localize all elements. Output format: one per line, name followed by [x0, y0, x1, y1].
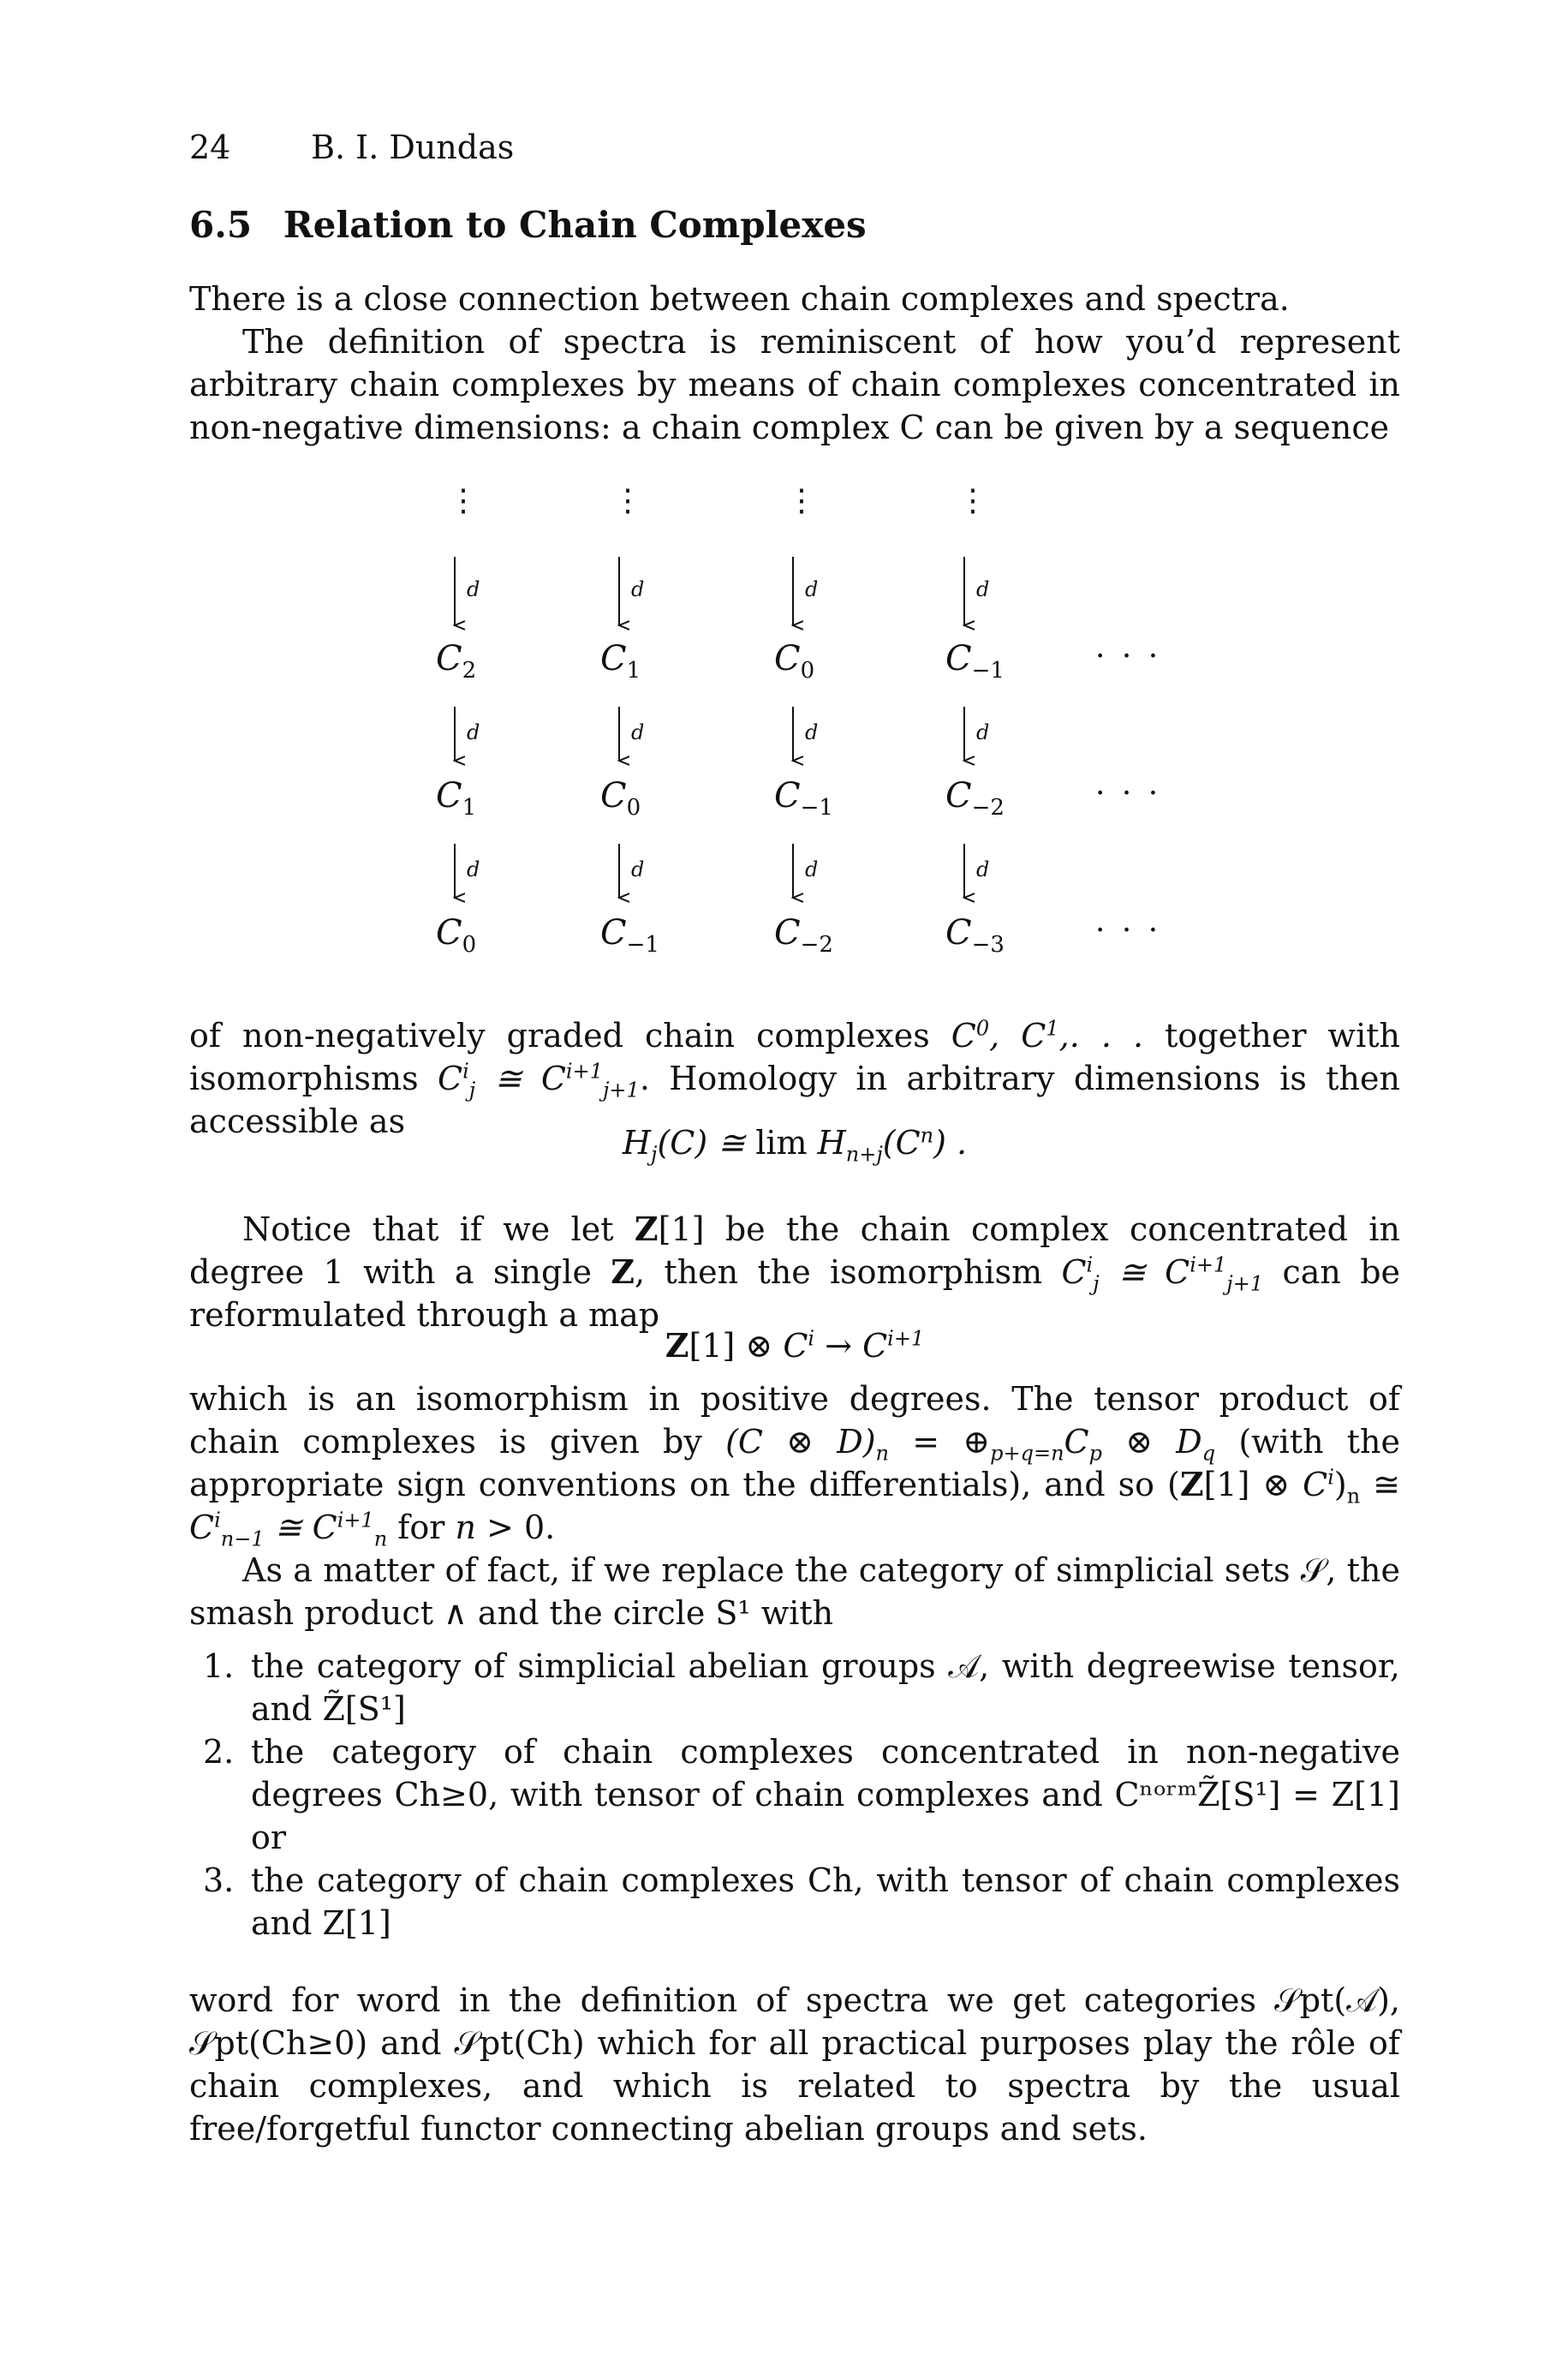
paragraph-3-text-a: of non-negatively graded chain complexes	[189, 1017, 951, 1055]
paragraph-4-text-c: , then the isomorphism	[635, 1253, 1062, 1291]
paragraph-6: As a matter of fact, if we replace the category of simplicial sets 𝒮, the smash product ∧ and the circle S¹ with	[189, 1551, 1400, 1632]
tensor-formula: (C ⊗ $D)_n$ = $\oplus_{p+q=n}C_p$ ⊗ $D_q$	[725, 1423, 1216, 1466]
paragraph-4-text-a: Notice that if we let	[242, 1210, 635, 1248]
sequence-c: $C^0$, $C^1$,. . .	[951, 1016, 1144, 1055]
list-item	[189, 1730, 1400, 1859]
running-header	[189, 128, 514, 166]
diagram-arrows	[189, 497, 1400, 977]
vdots: ⋮	[612, 483, 647, 518]
chain-diagram	[189, 483, 1400, 977]
differential-label: d	[805, 857, 819, 881]
paragraph-4-text-b: be the chain complex concentrated in degree 1 with a single	[189, 1210, 1400, 1291]
differential-label: d	[805, 720, 819, 744]
paragraph-1: There is a close connection between chain complexes and spectra.	[189, 280, 1290, 318]
differential-label: d	[976, 857, 990, 881]
z1-symbol: Z	[634, 1210, 659, 1248]
paragraph-2: The definition of spectra is reminiscent of how you’d represent arbitrary chain complexes by means of chain complexes concentrated in non-negative dimensions: a chain complex C can be given by a sequence	[189, 323, 1400, 446]
vdots: ⋮	[957, 483, 992, 518]
page-number: 24	[189, 128, 231, 166]
list-item-text: the category of chain complexes Ch, with tensor of chain complexes and Z[1]	[251, 1861, 1400, 1942]
paragraph-7: word for word in the definition of spectra we get categories 𝒮pt(𝒜), 𝒮pt(Ch≥0) and 𝒮pt(Ch) which for all practical purposes play the rôle of chain complexes, and which is related to spectra by the usual free/forgetful functor connecting abelian groups and sets.	[189, 1981, 1400, 2148]
list-item	[189, 1645, 1400, 1730]
hdots: · · ·	[1095, 913, 1162, 948]
list-item-text: the category of chain complexes concentrated in non-negative degrees Ch≥0, with tensor of chain complexes and CⁿᵒʳᵐZ̃[S¹] = Z[1] or	[251, 1733, 1400, 1856]
paragraph-5: which is an isomorphism in positive degrees. The tensor product of chain complexes is given by (C ⊗ $D)_n$ = $\oplus_{p+q=n}C_p$ ⊗ $D_q$ (with the appropriate sign conventions on the differentials), and so (Z[1] ⊗ $C^i)_n$ ≅ $C^i_{n-1}$ ≅ $C^{i+1}_n$ for n > 0.	[189, 1380, 1401, 1551]
differential-label: d	[805, 577, 819, 601]
list-item-text: the category of simplicial abelian groups 𝒜, with degreewise tensor, and Z̃[S¹]	[251, 1647, 1400, 1728]
differential-label: d	[631, 720, 645, 744]
differential-label: d	[467, 720, 480, 744]
hdots: · · ·	[1095, 639, 1162, 674]
differential-label: d	[976, 720, 990, 744]
paragraph-5-text-c: for	[387, 1509, 456, 1546]
diagram-node: $C_0$	[774, 639, 815, 684]
iso-formula-2: $C^i_j$ ≅ $C^{i+1}_{j+1}$	[1061, 1252, 1264, 1296]
author-name: B. I. Dundas	[311, 128, 515, 166]
paragraph-3-text-b: together with isomorphisms	[189, 1017, 1400, 1097]
paragraph-5-text-b: (with the appropriate sign conventions on the differentials), and so	[189, 1423, 1401, 1503]
diagram-node: $C_2$	[436, 639, 477, 684]
list-item-number: 1.	[203, 1647, 235, 1685]
paragraph-4: Notice that if we let Z[1] be the chain complex concentrated in degree 1 with a single Z, then the isomorphism $C^i_j$ ≅ $C^{i+1}_{j+1}$ can be reformulated through a map	[189, 1210, 1401, 1334]
vdots: ⋮	[448, 483, 482, 518]
differential-label: d	[631, 577, 645, 601]
n-positive: n	[455, 1509, 476, 1546]
iso-formula: $C^i_j$ ≅ $C^{i+1}_{j+1}$	[438, 1059, 640, 1102]
differential-label: d	[467, 577, 480, 601]
diagram-node: $C_{-1}$	[600, 913, 659, 958]
list-item-number: 2.	[203, 1733, 235, 1771]
diagram-node: $C_{-1}$	[774, 776, 833, 821]
diagram-node: $C_0$	[436, 913, 477, 958]
list-item	[189, 1859, 1400, 1945]
diagram-node: $C_{-3}$	[945, 913, 1005, 958]
homology-formula: $H_j(C)$ ≅ $\lim H_{n+j}(C^n)$ .	[622, 1123, 968, 1167]
differential-label: d	[631, 857, 645, 881]
section-number: 6.5	[189, 204, 253, 246]
diagram-node: $C_{-2}$	[945, 776, 1005, 821]
section-title	[189, 204, 867, 246]
diagram-node: $C_{-2}$	[774, 913, 833, 958]
paragraph-5-text-a: which is an isomorphism in positive degrees. The tensor product of chain complexes is given by	[189, 1380, 1400, 1461]
hdots: · · ·	[1095, 776, 1162, 811]
z-symbol: Z	[611, 1252, 635, 1291]
section-title-text: Relation to Chain Complexes	[283, 204, 867, 246]
category-list	[189, 1645, 1400, 1945]
paragraph-4-text-d: can be reformulated through a map	[189, 1253, 1401, 1334]
diagram-node: $C_0$	[600, 776, 641, 821]
vdots: ⋮	[786, 483, 820, 518]
differential-label: d	[467, 857, 480, 881]
diagram-node: $C_1$	[436, 776, 477, 821]
diagram-node: $C_{-1}$	[945, 639, 1005, 684]
map-formula: Z[1] ⊗ $C^i \to C^{i+1}$	[665, 1326, 925, 1365]
diagram-node: $C_1$	[600, 639, 641, 684]
paragraph-3-text-c: . Homology in arbitrary dimensions is then accessible as	[189, 1060, 1400, 1140]
list-item-number: 3.	[203, 1861, 235, 1899]
differential-label: d	[976, 577, 990, 601]
